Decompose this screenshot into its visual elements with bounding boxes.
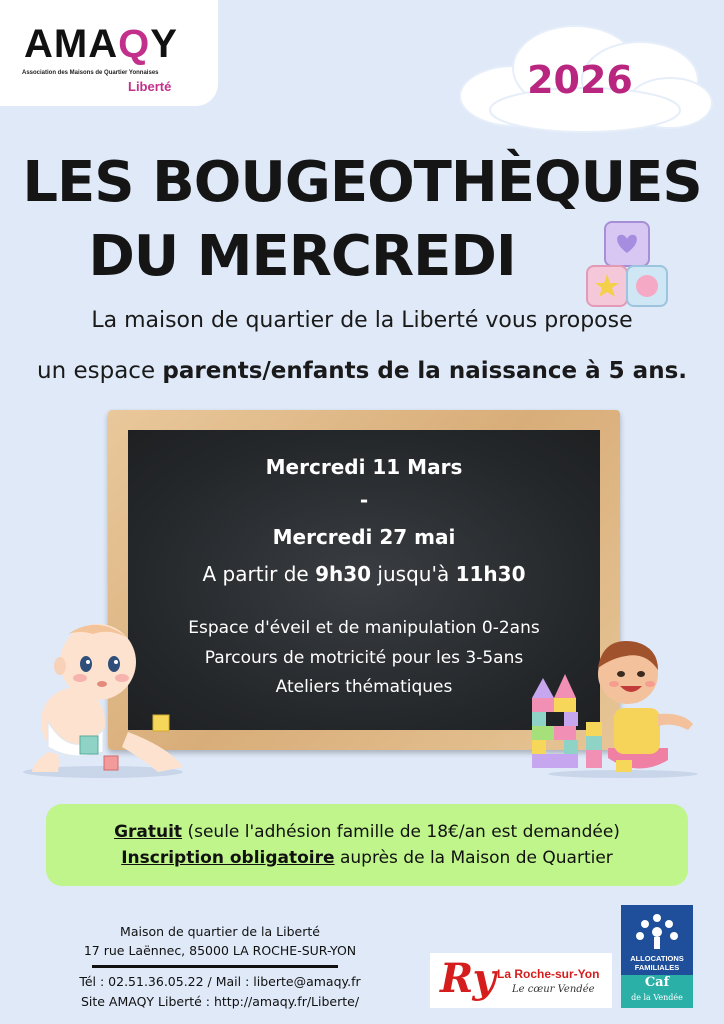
baby-illustration	[18, 612, 188, 782]
start-date: Mercredi 11 Mars	[265, 455, 463, 479]
activity-3: Ateliers thématiques	[275, 677, 453, 697]
amaqy-logo: AMAQY	[24, 22, 178, 66]
title-line-1: LES BOUGEOTHÈQUES	[22, 150, 702, 215]
activity-1: Espace d'éveil et de manipulation 0-2ans	[188, 618, 540, 638]
toddler-illustration	[528, 628, 700, 778]
registration-info: Inscription obligatoire auprès de la Maison de Quartier	[121, 848, 613, 868]
end-date: Mercredi 27 mai	[272, 525, 456, 549]
date-separator: -	[359, 488, 369, 512]
footer-divider	[92, 965, 338, 968]
caf-region: de la Vendée	[631, 993, 683, 1002]
intro-line-2: un espace parents/enfants de la naissance à 5 ans.	[37, 358, 687, 384]
time-range: A partir de 9h30 jusqu'à 11h30	[202, 562, 526, 586]
contact-info: Tél : 02.51.36.05.22 / Mail : liberte@amaqy.fr	[79, 974, 361, 989]
logo-subtitle: Association des Maisons de Quartier Yonnaises	[22, 70, 159, 76]
toy-blocks-icon	[583, 220, 673, 310]
website-info: Site AMAQY Liberté : http://amaqy.fr/Liberte/	[80, 994, 360, 1009]
activity-2: Parcours de motricité pour les 3-5ans	[204, 648, 524, 668]
info-panel	[46, 804, 688, 886]
caf-people-icon	[632, 910, 682, 950]
caf-allocations-label: ALLOCATIONS FAMILIALES	[630, 954, 684, 972]
ry-tagline: Le cœur Vendée	[512, 984, 595, 995]
venue-address: 17 rue Laënnec, 85000 LA ROCHE-SUR-YON	[83, 943, 357, 958]
free-info: Gratuit (seule l'adhésion famille de 18€/an est demandée)	[114, 822, 620, 842]
caf-name: Caf	[644, 975, 670, 990]
ry-mark: Ry	[440, 955, 496, 1002]
venue-name: Maison de quartier de la Liberté	[120, 924, 320, 939]
title-line-2: DU MERCREDI	[88, 224, 516, 289]
intro-line-1: La maison de quartier de la Liberté vous propose	[91, 308, 633, 333]
year-label: 2026	[527, 58, 633, 102]
ry-city-name: La Roche-sur-Yon	[497, 967, 600, 981]
logo-liberte: Liberté	[128, 79, 172, 94]
